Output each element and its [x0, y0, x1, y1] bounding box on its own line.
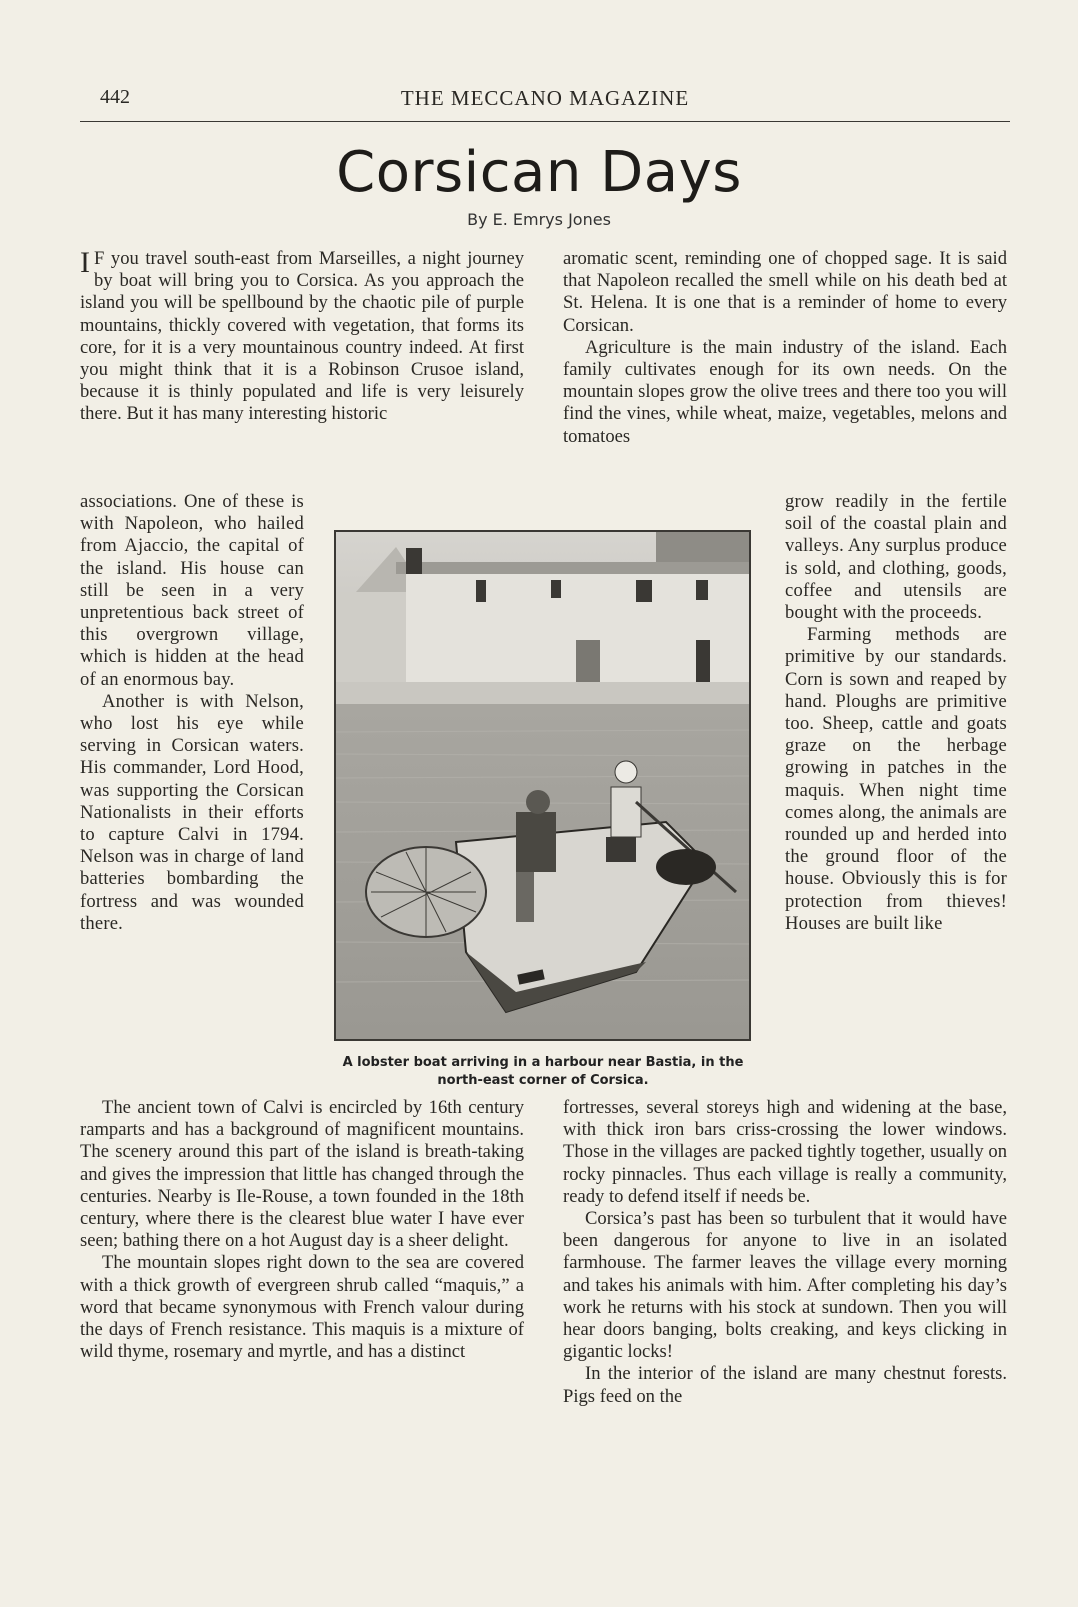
right-column-bottom	[563, 1097, 1007, 1408]
harbour-photo-illustration	[336, 532, 749, 1039]
left-column-top	[80, 248, 524, 426]
left-column-bottom	[80, 1097, 524, 1363]
page-number: 442	[100, 86, 130, 108]
paragraph: Agriculture is the main industry of the island. Each family cultivates enough for its own needs. On the mountain slopes grow the olive trees and there too you will find the vines, while wheat, maize, vegetables, melons and tomatoes	[563, 336, 1007, 447]
paragraph: Another is with Nelson, who lost his eye while serving in Corsican waters. His commander, Lord Hood, was supporting the Corsican Nationalists in their efforts to capture Calvi in 1794. Nelson was in charge of land batteries bombarding the fortress and was wounded there.	[80, 690, 304, 934]
right-column-top	[563, 248, 1007, 448]
right-column-wrap	[785, 491, 1007, 935]
paragraph: fortresses, several storeys high and widening at the base, with thick iron bars criss-crossing the lower windows. Those in the villages are packed tightly together, usually on rocky pinnacles. Thus each village is really a community, ready to defend itself if needs be.	[563, 1097, 1007, 1207]
paragraph: Corsica’s past has been so turbulent that it would have been dangerous for anyone to live in an isolated farmhouse. The farmer leaves the village every morning and takes his animals with him. After completing his day’s work he returns with his stock at sundown. Then you will hear doors banging, bolts creaking, and keys clicking in gigantic locks!	[563, 1208, 1007, 1363]
paragraph-text: F you travel south-east from Marseilles, a night journey by boat will bring you to Corsica. As you approach the island you will be spellbound by the chaotic pile of purple mountains, thickly covered with vegetation, that forms its core, for it is a very mountainous country indeed. At first you might think that it is a Robinson Crusoe island, because it is thinly populated and life is very leisurely there. But it has many interesting historic	[80, 248, 524, 425]
paragraph: grow readily in the fertile soil of the coastal plain and valleys. Any surplus produce is sold, and clothing, goods, coffee and utensils are bought with the proceeds.	[785, 491, 1007, 624]
article-title: Corsican Days	[336, 140, 742, 205]
paragraph: The ancient town of Calvi is encircled by 16th century ramparts and has a background of magnificent mountains. The scenery around this part of the island is breath-taking and gives the impression that little has changed through the centuries. Nearby is Ile-Rouse, a town founded in the 18th century, where there is the clearest blue water I have ever seen; bathing there on a hot August day is a sheer delight.	[80, 1097, 524, 1252]
paragraph: The mountain slopes right down to the sea are covered with a thick growth of evergreen shrub called “maquis,” a word that became synonymous with French valour during the days of French resistance. This maquis is a mixture of wild thyme, rosemary and myrtle, and has a distinct	[80, 1252, 524, 1363]
paragraph: aromatic scent, reminding one of chopped sage. It is said that Napoleon recalled the smell while on his death bed at St. Helena. It is one that is a reminder of home to every Corsican.	[563, 248, 1007, 336]
left-column-wrap	[80, 491, 304, 935]
paragraph	[80, 248, 524, 426]
paragraph: associations. One of these is with Napoleon, who hailed from Ajaccio, the capital of the island. His house can still be seen in a very unpretentious back street of this overgrown village, which is hidden at the head of an enormous bay.	[80, 491, 304, 690]
magazine-title: THE MECCANO MAGAZINE	[400, 86, 690, 110]
page-header	[80, 86, 1010, 118]
paragraph: In the interior of the island are many chestnut forests. Pigs feed on the	[563, 1363, 1007, 1407]
header-rule	[80, 121, 1010, 122]
photo-caption: A lobster boat arriving in a harbour near Bastia, in the north-east corner of Corsica.	[342, 1055, 744, 1088]
article-byline: By E. Emrys Jones	[467, 210, 611, 229]
paragraph: Farming methods are primitive by our standards. Corn is sown and reaped by hand. Ploughs are primitive too. Sheep, cattle and goats graze on the herbage growing in patches in the maquis. When night time comes along, the animals are rounded up and herded into the ground floor of the house. Obviously this is for protection from thieves! Houses are built like	[785, 624, 1007, 934]
drop-cap: I	[80, 246, 90, 279]
lobster-boat-photo	[334, 530, 751, 1041]
